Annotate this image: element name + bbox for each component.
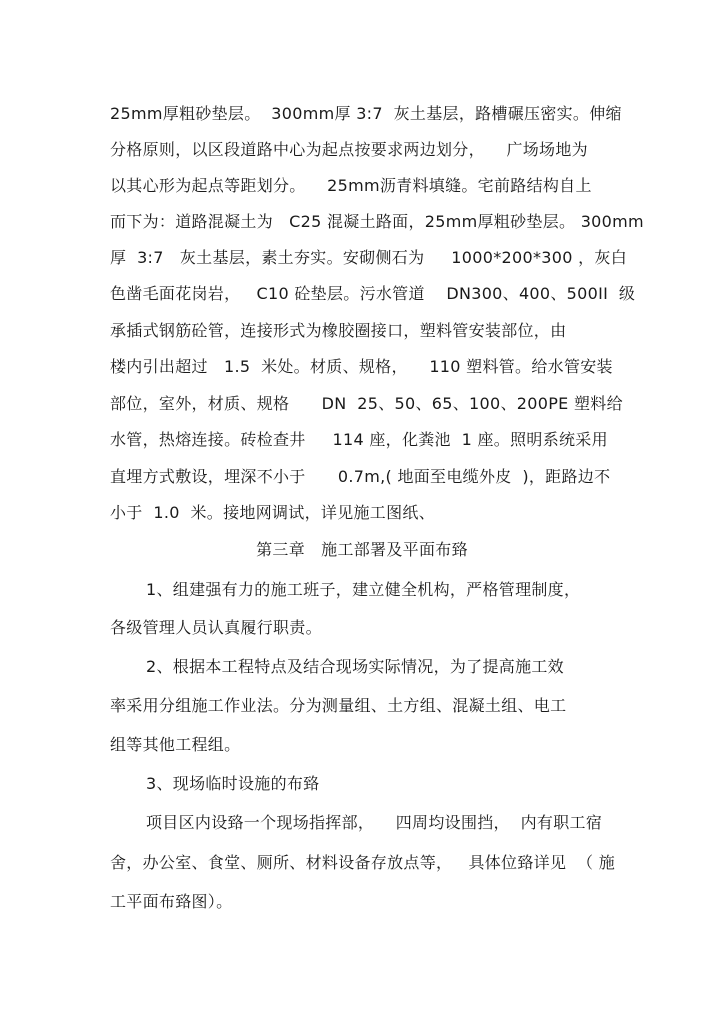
paragraph-line: 25mm厚粗砂垫层。 300mm厚 3:7 灰土基层，路槽碾压密实。伸缩 — [110, 104, 622, 123]
paragraph-line: 而下为：道路混凝土为 C25 混凝土路面，25mm厚粗砂垫层。 300mm — [110, 212, 644, 231]
paragraph-line: 色凿毛面花岗岩， C10 砼垫层。污水管道 DN300、400、500II 级 — [110, 284, 636, 303]
item-1-line: 各级管理人员认真履行职责。 — [110, 618, 322, 637]
item-2-line: 2、根据本工程特点及结合现场实际情况，为了提高施工效 — [146, 657, 564, 676]
paragraph-line: 水管，热熔连接。砖检查井 114 座，化粪池 1 座。照明系统采用 — [110, 430, 608, 449]
item-3-line: 项目区内设臵一个现场指挥部， 四周均设围挡， 内有职工宿 — [146, 813, 603, 832]
item-3-line: 工平面布臵图）。 — [110, 892, 233, 911]
paragraph-line: 部位，室外，材质、规格 DN 25、50、65、100、200PE 塑料给 — [110, 394, 623, 413]
item-1-line: 1、组建强有力的施工班子，建立健全机构，严格管理制度， — [146, 580, 581, 599]
paragraph-line: 以其心形为起点等距划分。 25mm沥青料填缝。宅前路结构自上 — [110, 176, 592, 195]
paragraph-line: 承插式钢筋砼管，连接形式为橡胶圈接口，塑料管安装部位，由 — [110, 321, 567, 340]
paragraph-line: 小于 1.0 米。接地网调试，详见施工图纸、 — [110, 503, 435, 522]
paragraph-line: 分格原则，以区段道路中心为起点按要求两边划分， 广场场地为 — [110, 140, 588, 159]
paragraph-line: 厚 3:7 灰土基层，素土夯实。安砌侧石为 1000*200*300 ，灰白 — [110, 248, 627, 267]
item-2-line: 组等其他工程组。 — [110, 735, 241, 754]
item-3-line: 舍，办公室、食堂、厕所、材料设备存放点等， 具体位臵详见 （ 施 — [110, 853, 616, 872]
item-2-line: 率采用分组施工作业法。分为测量组、土方组、混凝土组、电工 — [110, 696, 567, 715]
chapter-heading: 第三章 施工部署及平面布臵 — [256, 540, 468, 559]
paragraph-line: 直埋方式敷设，埋深不小于 0.7m,( 地面至电缆外皮 )，距路边不 — [110, 467, 611, 486]
paragraph-line: 楼内引出超过 1.5 米处。材质、规格， 110 塑料管。给水管安装 — [110, 357, 613, 376]
item-3-title: 3、现场临时设施的布臵 — [146, 774, 320, 793]
